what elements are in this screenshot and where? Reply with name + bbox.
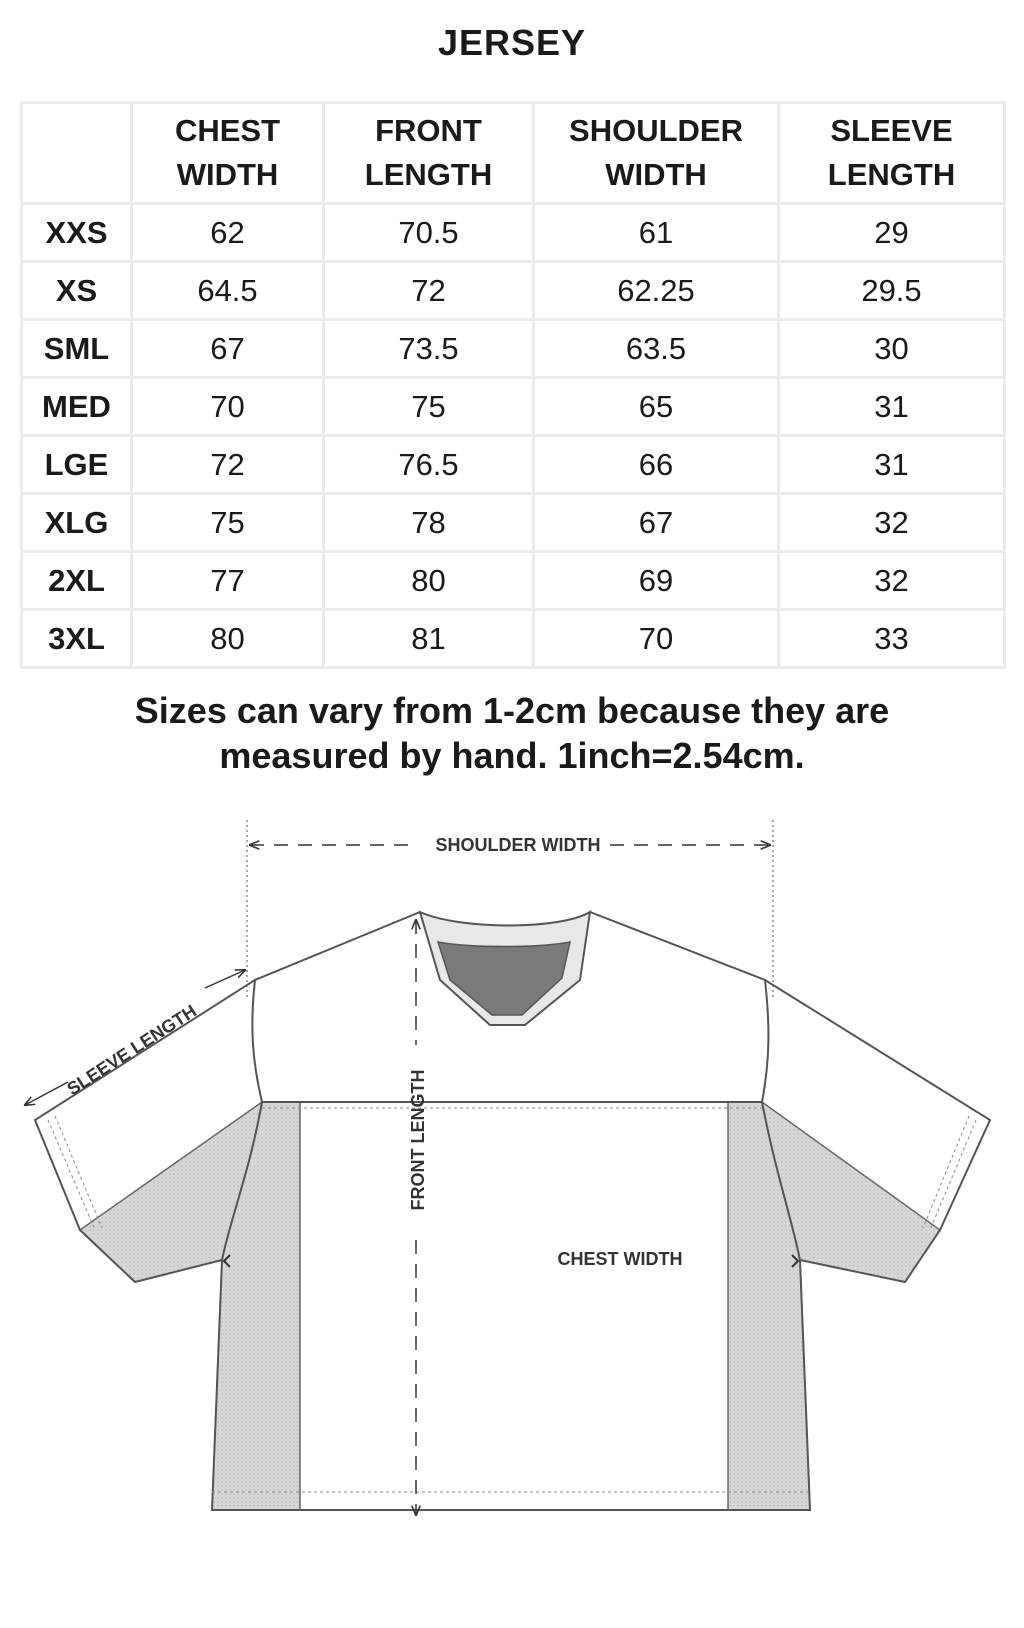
sleeve-length-label: SLEEVE LENGTH [63,1000,201,1100]
size-label: XS [22,262,132,320]
table-row [22,262,1005,320]
size-label: XXS [22,204,132,262]
front-value: 72 [324,262,534,320]
chest-value: 62 [132,204,324,262]
front-value: 81 [324,610,534,668]
chest-value: 72 [132,436,324,494]
measurement-note [0,688,1024,778]
front-value: 75 [324,378,534,436]
size-label: LGE [22,436,132,494]
front-value: 80 [324,552,534,610]
front-value: 76.5 [324,436,534,494]
shoulder-value: 65 [534,378,779,436]
jersey-diagram [0,820,1024,1620]
sleeve-value: 31 [779,436,1005,494]
table-row [22,378,1005,436]
shoulder-value: 67 [534,494,779,552]
note-line-2: measured by hand. 1inch=2.54cm. [219,735,805,776]
table-row [22,494,1005,552]
table-row [22,436,1005,494]
header-size [22,103,132,204]
size-label: 3XL [22,610,132,668]
page-title: JERSEY [437,22,587,63]
header-chest-width: CHEST WIDTH [132,103,324,204]
header-front-length: FRONT LENGTH [324,103,534,204]
sleeve-value: 33 [779,610,1005,668]
size-label: MED [22,378,132,436]
front-value: 70.5 [324,204,534,262]
shoulder-value: 62.25 [534,262,779,320]
shoulder-width-label: SHOULDER WIDTH [435,835,601,855]
sleeve-value: 32 [779,494,1005,552]
sleeve-value: 32 [779,552,1005,610]
size-label: XLG [22,494,132,552]
shoulder-value: 66 [534,436,779,494]
chest-value: 67 [132,320,324,378]
chest-width-label: CHEST WIDTH [557,1249,683,1269]
front-value: 78 [324,494,534,552]
shoulder-value: 61 [534,204,779,262]
header-shoulder-width: SHOULDER WIDTH [534,103,779,204]
chest-value: 77 [132,552,324,610]
table-row [22,610,1005,668]
sleeve-value: 29 [779,204,1005,262]
chest-value: 75 [132,494,324,552]
sleeve-value: 30 [779,320,1005,378]
size-label: 2XL [22,552,132,610]
sleeve-value: 29.5 [779,262,1005,320]
shoulder-value: 69 [534,552,779,610]
chest-value: 64.5 [132,262,324,320]
note-line-1: Sizes can vary from 1-2cm because they are [134,690,890,731]
sleeve-value: 31 [779,378,1005,436]
shoulder-value: 63.5 [534,320,779,378]
chest-value: 70 [132,378,324,436]
size-chart-table [20,101,1006,669]
header-sleeve-length: SLEEVE LENGTH [779,103,1005,204]
front-value: 73.5 [324,320,534,378]
table-row [22,204,1005,262]
front-length-label: FRONT LENGTH [408,1069,428,1211]
table-header-row [22,103,1005,204]
size-label: SML [22,320,132,378]
shoulder-value: 70 [534,610,779,668]
chest-value: 80 [132,610,324,668]
table-row [22,552,1005,610]
table-row [22,320,1005,378]
